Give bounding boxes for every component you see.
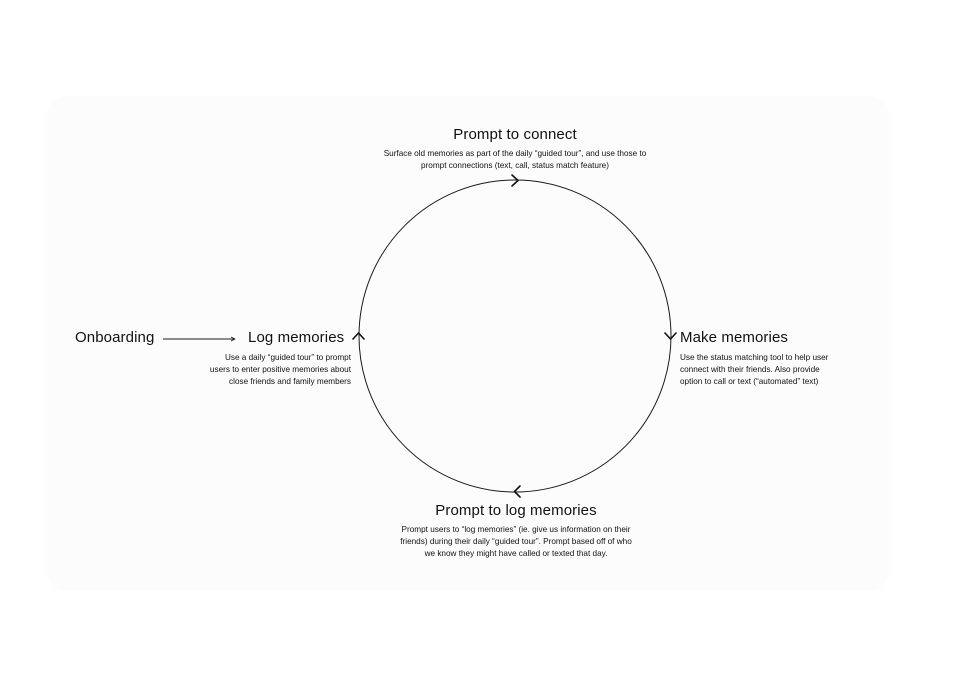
- log-memories-desc-line: close friends and family members: [229, 377, 351, 386]
- prompt-log-desc-line: friends) during their daily “guided tour”. Prompt based off of who: [400, 537, 632, 546]
- make-memories-title: Make memories: [680, 329, 788, 346]
- log-memories-desc-line: Use a daily “guided tour” to prompt: [224, 353, 351, 362]
- prompt-log-desc-line: Prompt users to “log memories” (ie. give us information on their: [401, 525, 631, 534]
- make-memories-desc-line: connect with their friends. Also provide: [680, 365, 820, 374]
- log-memories-title: Log memories: [248, 329, 345, 346]
- prompt-connect-desc-line: Surface old memories as part of the daily “guided tour”, and use those to: [383, 149, 647, 158]
- prompt-connect-desc-line: prompt connections (text, call, status match feature): [421, 161, 609, 170]
- cycle-circle: [359, 180, 671, 492]
- prompt-log-desc-line: we know they might have called or texted that day.: [424, 549, 608, 558]
- make-memories-desc-line: Use the status matching tool to help user: [680, 353, 829, 362]
- prompt-log-title: Prompt to log memories: [435, 502, 597, 519]
- log-memories-desc-line: users to enter positive memories about: [209, 365, 351, 374]
- make-memories-desc-line: option to call or text (“automated” text): [680, 377, 819, 386]
- prompt-connect-title: Prompt to connect: [453, 126, 577, 143]
- onboarding-label: Onboarding: [75, 329, 155, 346]
